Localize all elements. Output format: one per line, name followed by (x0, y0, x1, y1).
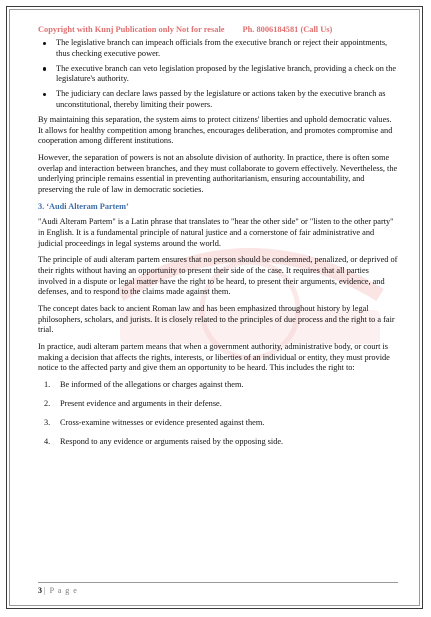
checks-list (38, 38, 398, 111)
list-item: 2. Present evidence and arguments in their defense. (44, 399, 222, 409)
paragraph: "Audi Alteram Partem" is a Latin phrase that translates to "hear the other side" or "listen to the other party" in English. It is a fundamental principle of natural justice and a cornerstone of fair administrative and judicial proceedings in legal systems around the world. (38, 217, 394, 248)
copyright-text: Copyright with Kunj Publication only Not for resale (38, 25, 225, 34)
rights-list (38, 380, 398, 447)
list-item: The executive branch can veto legislation proposed by the legislative branch, providing a check on the legislature's authority. (38, 64, 398, 85)
page-header (38, 25, 403, 34)
list-item: The judiciary can declare laws passed by the legislature or actions taken by the executive branch as unconstitutional, thereby limiting their powers. (38, 89, 398, 110)
list-item: 1. Be informed of the allegations or charges against them. (44, 380, 244, 390)
list-item: The legislative branch can impeach officials from the executive branch or reject their appointments, thus checking executive power. (38, 38, 398, 59)
page-label: | P a g e (44, 586, 78, 595)
page-number: 3 (38, 586, 42, 595)
list-item: 3. Cross-examine witnesses or evidence presented against them. (44, 418, 265, 428)
section-heading: 3. ‘Audi Alteram Partem’ (38, 201, 129, 211)
paragraph: The principle of audi alteram partem ensures that no person should be condemned, penalized, or deprived of their rights without having an opportunity to present their side of the case. It requires that all parties involved in a dispute or legal matter have the right to be heard, to present their arguments, evidence, and defenses, and to respond to the claims made against them. (38, 255, 398, 297)
paragraph: By maintaining this separation, the system aims to protect citizens' liberties and uphold democratic values. It allows for healthy competition among branches, encourages deliberation, and promotes compromise and cooperation among different institutions. (38, 115, 393, 146)
bullet-icon (43, 42, 46, 45)
bullet-icon (43, 93, 46, 96)
paragraph: The concept dates back to ancient Roman law and has been emphasized throughout history by legal philosophers, scholars, and jurists. It is closely related to the principles of due process and the right to a fair trial. (38, 304, 395, 335)
phone-text: Ph. 8006184581 (Call Us) (242, 25, 333, 34)
page-footer (38, 582, 398, 595)
list-item: 4. Respond to any evidence or arguments raised by the opposing side. (44, 436, 284, 446)
paragraph: In practice, audi alteram partem means that when a government authority, administrative body, or court is making a decision that affects the rights, interests, or liberties of an individual or entity, they must provide notice to the affected party and give them an opportunity to be heard. This includes the right to: (38, 342, 390, 373)
paragraph: However, the separation of powers is not an absolute division of authority. In practice, there is often some overlap and interaction between branches, and they must collaborate to govern effectively. Nevertheless, the underlying principle remains essential in preventing authoritarianism, ensuring accountability, and preserving the rule of law in democratic societies. (38, 153, 398, 194)
bullet-icon (43, 67, 46, 70)
page-content (38, 38, 398, 456)
